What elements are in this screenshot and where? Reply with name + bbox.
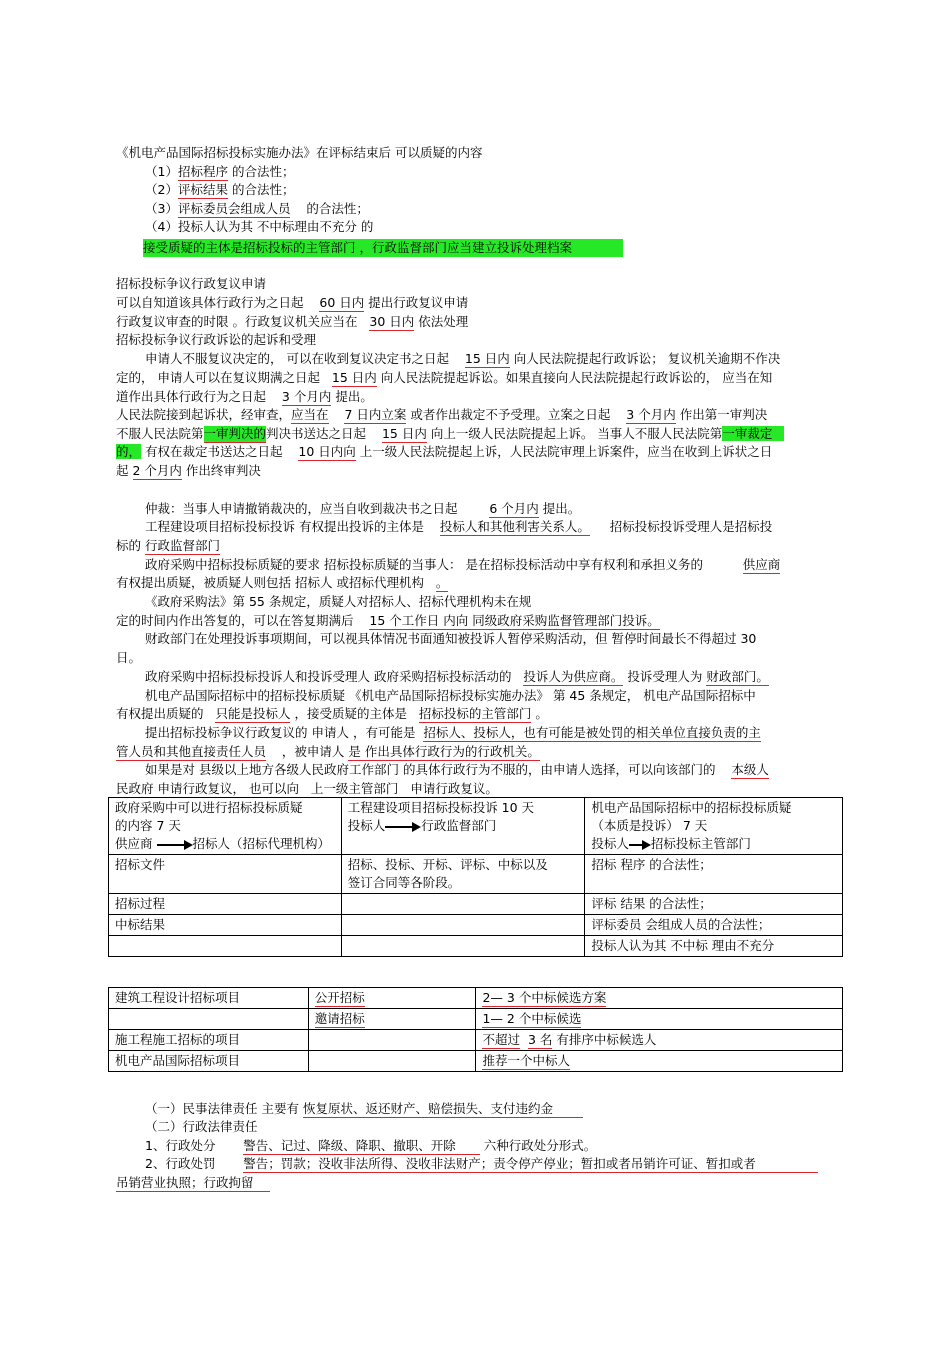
t1-h3-line-c — [591, 835, 836, 853]
s4-l4-text: 2、行政处罚 — [145, 1156, 216, 1171]
s1-item-2-rest: 的合法性； — [231, 182, 295, 197]
table-cell — [476, 1030, 843, 1051]
s2-l4-rest: 向人民法院提起行政诉讼； 复议机关逾期不作决 — [513, 351, 781, 366]
s2-l8-mid: 判决书送达之日起 — [266, 426, 367, 441]
table-cell — [341, 798, 585, 855]
s4-line-2: （二）行政法律责任 — [145, 1119, 258, 1134]
s2-l7-rest: 作出第一审判决 — [679, 407, 768, 422]
s4-l1-text: （一）民事法律责任 主要有 — [145, 1101, 299, 1116]
s2-l5-key: 15 日内 — [331, 370, 377, 385]
s1-item-3-rest: 的合法性； — [306, 201, 369, 216]
t1-h3-from: 投标人 — [591, 836, 629, 851]
t1-h1-from: 供应商 — [115, 836, 153, 851]
table-cell: 招标文件 — [109, 855, 342, 894]
t2-r2c3: 1— 2 个中标候选 — [482, 1011, 582, 1026]
t1-h3-line-a: 机电产品国际招标中的招标投标质疑 — [591, 800, 792, 815]
s2-l10-text: 起 — [116, 463, 129, 478]
s2-l7-key-a: 应当在 — [291, 407, 329, 422]
table-cell: 评标 结果 的合法性； — [585, 894, 843, 915]
s2-l8-rest: 向上一级人民法院提起上诉。 当事人不服人民法院第 — [430, 426, 723, 441]
s2-title: 招标投标争议行政复议申请 — [116, 276, 267, 291]
s3-l14-key-a: 管人员和其他直接责任人员 — [116, 744, 267, 759]
s3-l3-text: 标的 — [116, 538, 142, 553]
s3-line-11: 机电产品国际招标中的招标投标质疑 《机电产品国际招标投标实施办法》 第 45 条规定， 机电产品国际招标中 — [145, 688, 756, 703]
s2-l7-key-c: 3 个月内 — [626, 407, 676, 422]
s3-l7-key: 15 个工作日 内向 同级政府采购监督管理部门投诉。 — [369, 613, 660, 628]
s3-line-2 — [145, 519, 772, 535]
arrow-right-icon — [157, 840, 193, 850]
s3-l1-rest: 提出。 — [542, 501, 581, 516]
table-row — [109, 894, 843, 915]
table-row — [109, 855, 843, 894]
table-cell — [476, 988, 843, 1009]
table-cell — [308, 988, 476, 1009]
s3-l12-mid: ，接受质疑的主体是 — [294, 706, 407, 721]
table-row — [109, 915, 843, 936]
table-cell: 招标 程序 的合法性； — [585, 855, 843, 894]
s2-l1-rest: 提出行政复议申请 — [368, 295, 469, 310]
t1-h3-line-b: （本质是投诉） 7 天 — [591, 818, 708, 833]
s3-l13-text: 提出招标投标争议行政复议的 申请人 ，有可能是 — [145, 725, 416, 740]
complaint-comparison-table — [108, 797, 843, 957]
s1-title: 《机电产品国际招标投标实施办法》在评标结束后 可以质疑的内容 — [116, 145, 483, 160]
t1-h2-to: 行政监督部门 — [421, 818, 497, 833]
s3-l12-text: 有权提出质疑的 — [116, 706, 204, 721]
bid-candidate-table — [108, 987, 843, 1072]
s2-line-4 — [145, 351, 780, 367]
s3-line-10 — [145, 669, 769, 685]
s3-l16-end: 申请行政复议。 — [410, 781, 498, 796]
s3-l16-key-a: 民政府 — [116, 781, 154, 796]
t1-r1c2-line-a: 招标、投标、开标、评标、中标以及 — [347, 857, 548, 872]
s3-l10-key-b: 财政部门。 — [706, 669, 769, 684]
s3-line-12 — [116, 706, 548, 722]
s3-l10-mid: 投诉受理人为 — [627, 669, 703, 684]
s4-line-1 — [145, 1101, 583, 1117]
s1-item-3-key: 评标委员会组成人员 — [177, 201, 291, 216]
s1-item-1-rest: 的合法性； — [231, 164, 295, 179]
s2-l6-key: 3 个月内 — [281, 389, 332, 404]
s2-l1-text: 可以自知道该具体行政行为之日起 — [116, 295, 304, 310]
s3-l5-key: 。 — [435, 575, 449, 590]
s3-l3-key: 行政监督部门 — [145, 538, 221, 553]
s1-item-1-key: 招标程序 — [177, 164, 228, 179]
s1-highlight-note: 接受质疑的主体是招标投标的主管部门 ，行政监督部门应当建立投诉处理档案 — [143, 239, 623, 257]
s3-l5-text: 有权提出质疑，被质疑人则包括 招标人 或招标代理机构 — [116, 575, 424, 590]
s4-line-4 — [145, 1156, 818, 1172]
s2-l9-rest: 上一级人民法院提起上诉，人民法院审理上诉案件，应当在收到上诉状之日 — [359, 444, 773, 459]
s2-l4-text: 申请人不服复议决定的， 可以在收到复议决定书之日起 — [145, 351, 449, 366]
s3-l4-text: 政府采购中招标投标质疑的要求 招标投标质疑的当事人： 是在招标投标活动中享有权利和承担义务的 — [145, 557, 703, 572]
s3-l2-text: 工程建设项目招标投标投诉 有权提出投诉的主体是 — [145, 519, 424, 534]
s1-item-1 — [145, 164, 294, 180]
s2-line-8 — [116, 426, 784, 442]
t2-r1c2: 公开招标 — [314, 990, 365, 1005]
s2-l6-text: 道作出具体行政行为之日起 — [116, 389, 267, 404]
s3-l14-key-b: 是 作出具体行政行为的行政机关。 — [348, 744, 540, 759]
s2-line-9 — [116, 444, 772, 460]
s2-line-3: 招标投标争议行政诉讼的起诉和受理 — [116, 332, 317, 347]
arrow-right-icon — [629, 840, 651, 850]
s3-line-16 — [116, 781, 498, 797]
table-cell — [585, 798, 843, 855]
table-cell — [109, 1009, 309, 1030]
t1-r1c2-line-b: 签订合同等各阶段。 — [347, 875, 461, 890]
s2-l7-mid: 或者作出裁定不予受理。立案之日起 — [410, 407, 611, 422]
s1-item-1-num: （1） — [145, 164, 178, 179]
s2-l8-key: 15 日内 — [381, 426, 427, 441]
s2-l9-text: 有权在裁定书送达之日起 — [145, 444, 283, 459]
s3-l1-text: 仲裁：当事人申请撤销裁决的，应当自收到裁决书之日起 — [145, 501, 458, 516]
table-cell — [308, 1030, 476, 1051]
t1-h2-line-a: 工程建设项目招标投标投诉 10 天 — [347, 800, 535, 815]
arrow-right-icon — [385, 822, 421, 832]
table-cell — [341, 915, 585, 936]
s2-line-10 — [116, 463, 261, 479]
s3-l4-key: 供应商 — [742, 557, 781, 572]
s2-l8-highlight: 一审判决的 — [203, 426, 267, 441]
table-row — [109, 936, 843, 957]
s2-l7-key-b: 7 日内立案 — [344, 407, 407, 422]
s2-l8-highlight-b: 一审裁定 — [722, 426, 784, 441]
s3-l2-rest: 招标投标投诉受理人是招标投 — [609, 519, 773, 534]
s3-l7-text: 定的时间内作出答复的，可以在答复期满后 — [116, 613, 354, 628]
table-cell: 评标委员 会组成人员的合法性； — [585, 915, 843, 936]
table-cell — [341, 855, 585, 894]
s4-line-5 — [116, 1175, 270, 1191]
s4-l5-key: 吊销营业执照；行政拘留 — [116, 1175, 270, 1192]
table-cell: 机电产品国际招标项目 — [109, 1051, 309, 1072]
s3-l16-key-b: 上一级主管部门 — [310, 781, 399, 796]
s2-l2-text: 行政复议审查的时限 。行政复议机关应当在 — [116, 314, 358, 329]
s3-line-9: 日。 — [116, 650, 142, 665]
s1-item-3-num: （3） — [145, 201, 178, 216]
t1-h1-to: 招标人（招标代理机构） — [192, 836, 331, 851]
s2-line-2 — [116, 314, 468, 330]
table-row — [109, 1009, 843, 1030]
s3-line-3 — [116, 538, 220, 554]
s3-l12-end: 。 — [535, 706, 548, 721]
s1-item-4: （4）投标人认为其 不中标理由不充分 的 — [145, 219, 374, 234]
s3-line-14 — [116, 744, 540, 760]
s3-line-4 — [145, 557, 780, 573]
table-cell — [308, 1009, 476, 1030]
s1-item-2-num: （2） — [145, 182, 178, 197]
t2-r3c3-c: 有排序中标候选人 — [556, 1032, 657, 1047]
table-cell: 招标过程 — [109, 894, 342, 915]
t1-h3-to: 招标投标主管部门 — [650, 836, 751, 851]
table-cell: 投标人认为其 不中标 理由不充分 — [585, 936, 843, 957]
table-cell: 施工程施工招标的项目 — [109, 1030, 309, 1051]
s1-item-3 — [145, 201, 369, 217]
s4-l3-text: 1、行政处分 — [145, 1138, 216, 1153]
table-row — [109, 1051, 843, 1072]
s2-l6-rest: 提出。 — [335, 389, 373, 404]
t2-r4c3: 推荐一个中标人 — [482, 1053, 570, 1068]
s2-line-5 — [116, 370, 772, 386]
s2-l9-key: 10 日内向 — [298, 444, 356, 459]
table-row — [109, 988, 843, 1009]
s3-l10-key-a: 投诉人为供应商。 — [523, 669, 624, 684]
table-cell — [341, 936, 585, 957]
s3-l2-key: 投标人和其他利害关系人。 — [439, 519, 590, 534]
table-cell — [109, 936, 342, 957]
s3-l10-text: 政府采购中招标投标投诉人和投诉受理人 政府采购招标投标活动的 — [145, 669, 512, 684]
s2-l8-text: 不服人民法院第 — [116, 426, 204, 441]
s3-l12-key-b: 招标投标的主管部门 — [418, 706, 532, 721]
s3-l16-mid: 申请行政复议， 也可以向 — [157, 781, 299, 796]
t2-r3c3-a: 不超过 — [482, 1032, 520, 1047]
s2-l7-text: 人民法院接到起诉状，经审查， — [116, 407, 292, 422]
t2-r1c3: 2— 3 个中标候选方案 — [482, 990, 607, 1005]
s2-line-1 — [116, 295, 468, 311]
s2-l5-rest: 向人民法院提起诉讼。如果直接向人民法院提起行政诉讼的， 应当在知 — [380, 370, 773, 385]
table-cell — [109, 798, 342, 855]
s3-line-6: 《政府采购法》第 55 条规定，质疑人对招标人、招标代理机构未在规 — [145, 594, 532, 609]
s1-item-2 — [145, 182, 294, 198]
s3-l1-key: 6 个月内 — [489, 501, 539, 516]
t1-h2-line-b — [348, 817, 579, 835]
s3-line-5 — [116, 575, 448, 591]
t1-h1-line-a: 政府采购中可以进行招标投标质疑 — [115, 800, 303, 815]
table-row — [109, 1030, 843, 1051]
s1-item-2-key: 评标结果 — [177, 182, 228, 197]
s2-line-6 — [116, 389, 373, 405]
table-cell — [341, 894, 585, 915]
t1-h1-line-c — [115, 835, 335, 853]
s3-l13-key: 招标人、投标人，也有可能是被处罚的相关单位直接负责的主 — [423, 725, 761, 740]
s2-l9-highlight: 的， — [116, 444, 142, 459]
t1-h1-line-b: 的内容 7 天 — [115, 818, 181, 833]
s2-l1-key: 60 日内 — [319, 295, 365, 310]
t2-r2c2: 邀请招标 — [314, 1011, 365, 1026]
table-cell — [476, 1009, 843, 1030]
table-row — [109, 798, 843, 855]
s2-l2-rest: 依法处理 — [418, 314, 469, 329]
s4-l1-key: 恢复原状、返还财产、赔偿损失、支付违约金 — [303, 1101, 583, 1118]
table-cell: 建筑工程设计招标项目 — [109, 988, 309, 1009]
s2-l5-text: 定的， 申请人可以在复议期满之日起 — [116, 370, 320, 385]
s3-line-7 — [116, 613, 660, 629]
s3-line-1 — [145, 501, 580, 517]
s3-line-13 — [145, 725, 761, 741]
s4-l4-key: 警告；罚款；没收非法所得、没收非法财产；责令停产停业；暂扣或者吊销许可证、暂扣或者 — [243, 1156, 818, 1173]
s4-l3-rest: 六种行政处分形式。 — [483, 1138, 597, 1153]
s3-l14-mid: ，被申请人 — [281, 744, 345, 759]
s3-l15-text: 如果是对 县级以上地方各级人民政府工作部门 的具体行政行为不服的，由申请人选择，可以向该部门的 — [145, 762, 716, 777]
table-cell — [476, 1051, 843, 1072]
s2-line-7 — [116, 407, 767, 423]
s2-l2-key: 30 日内 — [369, 314, 415, 329]
s2-l4-key: 15 日内 — [464, 351, 510, 366]
table-cell: 中标结果 — [109, 915, 342, 936]
t1-h2-from: 投标人 — [347, 818, 386, 833]
s3-l15-key: 本级人 — [731, 762, 769, 777]
s3-l12-key-a: 只能是投标人 — [215, 706, 291, 721]
s3-line-8: 财政部门在处理投诉事项期间，可以视具体情况书面通知被投诉人暂停采购活动，但 暂停时间最长不得超过 30 — [145, 631, 757, 646]
s4-l3-key: 警告、记过、降级、降职、撤职、开除 — [243, 1138, 480, 1155]
table-cell — [308, 1051, 476, 1072]
t2-r3c3-b: 3 名 — [527, 1032, 553, 1047]
s2-l10-rest: 作出终审判决 — [185, 463, 261, 478]
s4-line-3 — [145, 1138, 596, 1154]
s3-line-15 — [145, 762, 769, 778]
s2-l10-key: 2 个月内 — [132, 463, 182, 478]
